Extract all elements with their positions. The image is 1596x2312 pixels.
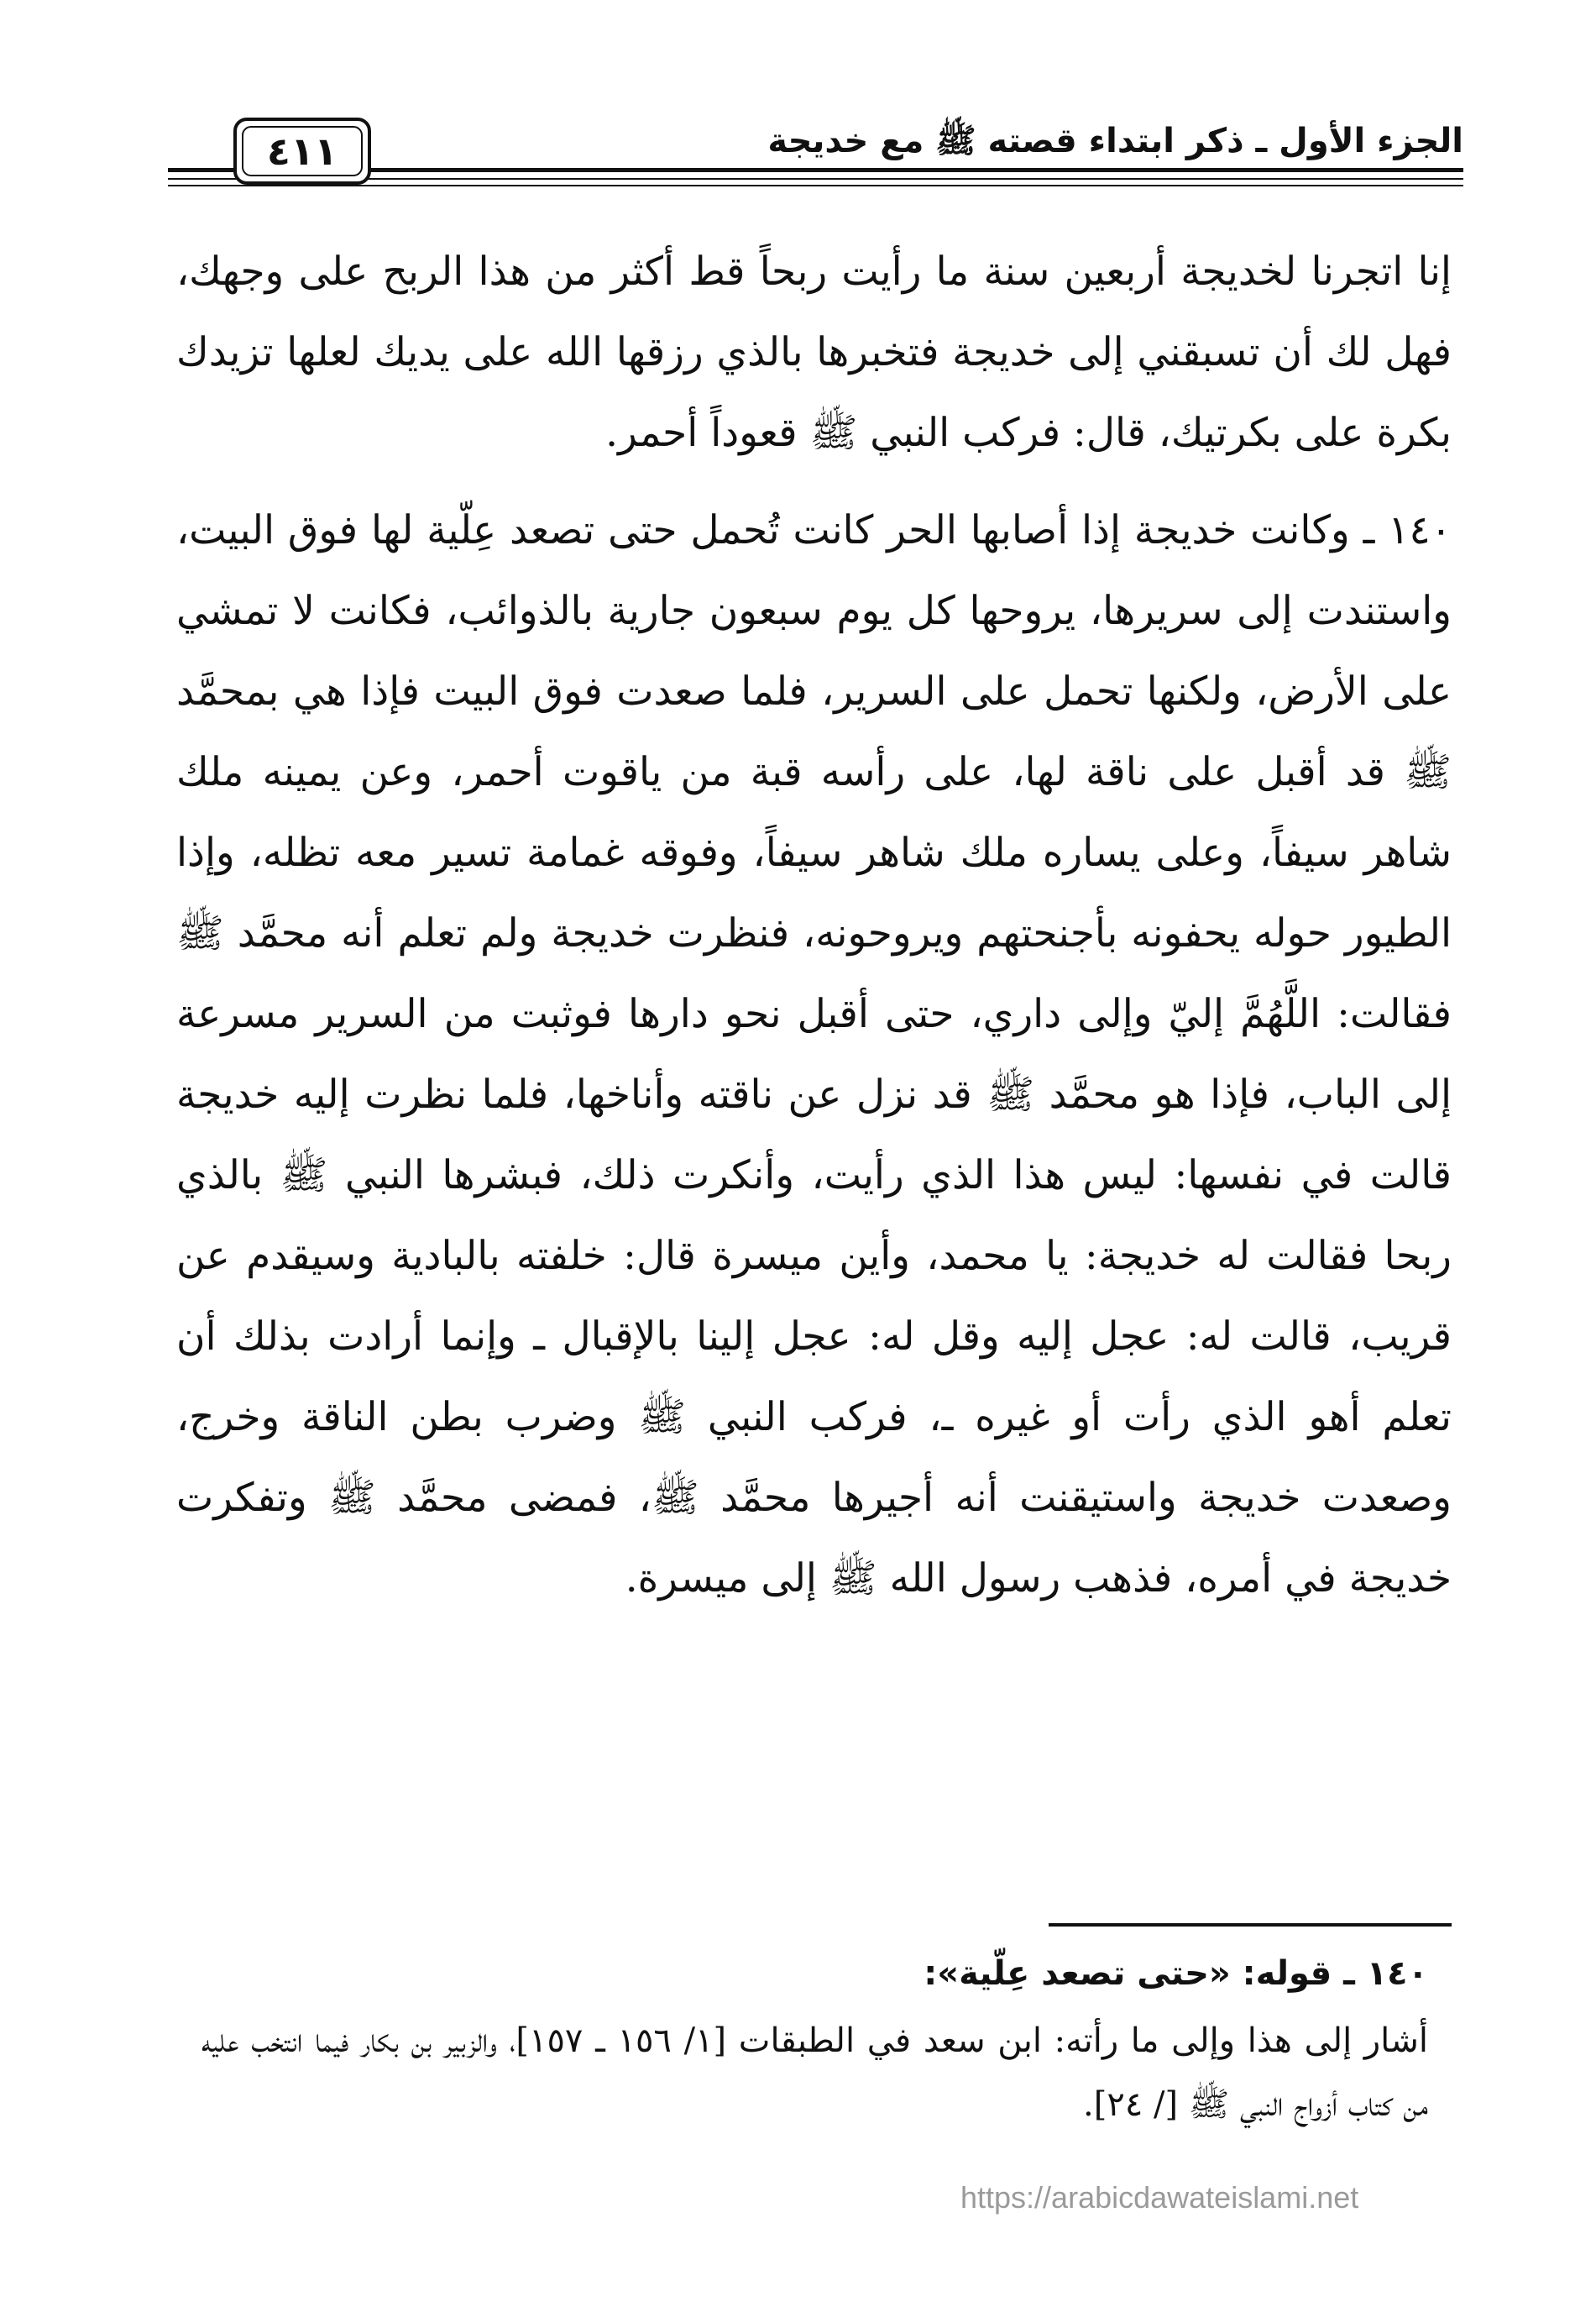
page-number-frame	[233, 118, 371, 185]
main-text	[176, 232, 1452, 1619]
footnote-text	[201, 2009, 1428, 2136]
paragraph: إنا اتجرنا لخديجة أربعين سنة ما رأيت ربحاً قط أكثر من هذا الربح على وجهك، فهل لك أن تسبقني إلى خديجة فتخبرها بالذي رزقها الله على يديك لعلها تزيدك بكرة على بكرتيك، قال: فركب النبي ﷺ قعوداً أحمر.	[176, 249, 1452, 456]
footnote-heading: ١٤٠ ـ قوله: «حتى تصعد عِلّية»:	[924, 1954, 1428, 1993]
running-title: الجزء الأول ـ ذكر ابتداء قصته ﷺ مع خديجة	[767, 122, 1463, 160]
header-rule-thin-lower	[168, 185, 1463, 186]
footnote-paragraph: أشار إلى هذا وإلى ما رأته: ابن سعد في الطبقات [١/ ١٥٦ ـ ١٥٧]، والزبير بن بكار فيما انتخب عليه من كتاب أزواج النبي ﷺ [/ ٢٤].	[201, 2021, 1428, 2124]
paragraph: ١٤٠ ـ وكانت خديجة إذا أصابها الحر كانت تُحمل حتى تصعد عِلّية لها فوق البيت، واستندت إلى سريرها، يروحها كل يوم سبعون جارية بالذوائب، فكانت لا تمشي على الأرض، ولكنها تحمل على السرير، فلما صعدت فوق البيت فإذا هي بمحمَّد ﷺ قد أقبل على ناقة لها، على رأسه قبة من ياقوت أحمر، وعن يمينه ملك شاهر سيفاً، وعلى يساره ملك شاهر سيفاً، وفوقه غمامة تسير معه تظله، وإذا الطيور حوله يحفونه بأجنحتهم ويروحونه، فنظرت خديجة ولم تعلم أنه محمَّد ﷺ فقالت: اللَّهُمَّ إليّ وإلى داري، حتى أقبل نحو دارها فوثبت من السرير مسرعة إلى الباب، فإذا هو محمَّد ﷺ قد نزل عن ناقته وأناخها، فلما نظرت إليه خديجة قالت في نفسها: ليس هذا الذي رأيت، وأنكرت ذلك، فبشرها النبي ﷺ بالذي ربحا فقالت له خديجة: يا محمد، وأين ميسرة قال: خلفته بالبادية وسيقدم عن قريب، قالت له: عجل إليه وقل له: عجل إلينا بالإقبال ـ وإنما أرادت بذلك أن تعلم أهو الذي رأت أو غيره ـ، فركب النبي ﷺ وضرب بطن الناقة وخرج، وصعدت خديجة واستيقنت أنه أجيرها محمَّد ﷺ، فمضى محمَّد ﷺ وتفكرت خديجة في أمره، فذهب رسول الله ﷺ إلى ميسرة.	[176, 507, 1452, 1602]
watermark-url: https://arabicdawateislami.net	[960, 2180, 1359, 2215]
page-number: ٤١١	[242, 126, 363, 176]
footnote-separator	[1049, 1923, 1452, 1927]
